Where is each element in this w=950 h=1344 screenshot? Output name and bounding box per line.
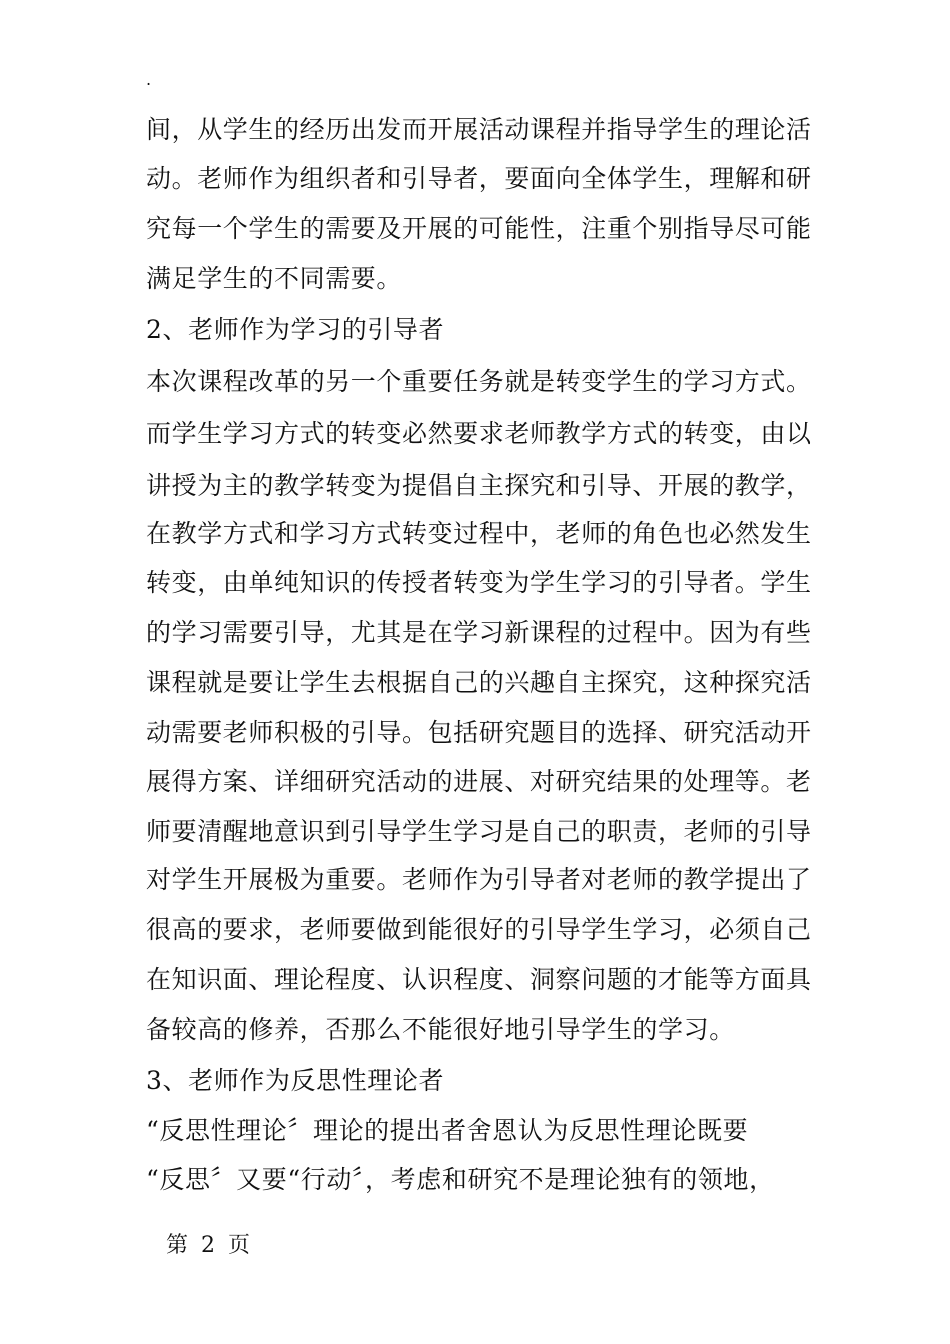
text-line: 课程就是要让学生去根据自己的兴趣自主探究，这种探究活 [146, 668, 812, 697]
text-line: 转变，由单纯知识的传授者转变为学生学习的引导者。学生 [146, 568, 812, 597]
text-line: 讲授为主的教学转变为提倡自主探究和引导、开展的教学， [146, 471, 812, 500]
text-line: 师要清醒地意识到引导学生学习是自己的职责，老师的引导 [146, 817, 812, 846]
text-line: 满足学生的不同需要。 [146, 264, 403, 293]
section-heading: 3、老师作为反思性理论者 [146, 1066, 445, 1095]
text-line: 的学习需要引导，尤其是在学习新课程的过程中。因为有些 [146, 618, 812, 647]
header-mark: . [146, 70, 152, 89]
text-line: 在知识面、理论程度、认识程度、洞察问题的才能等方面具 [146, 965, 812, 994]
text-line: 而学生学习方式的转变必然要求老师教学方式的转变，由以 [146, 419, 812, 448]
text-line: 展得方案、详细研究活动的进展、对研究结果的处理等。老 [146, 767, 812, 796]
text-line: 究每一个学生的需要及开展的可能性，注重个别指导尽可能 [146, 214, 812, 243]
text-line: 动。老师作为组织者和引导者，要面向全体学生，理解和研 [146, 164, 812, 193]
text-line: 间，从学生的经历出发而开展活动课程并指导学生的理论活 [146, 115, 812, 144]
text-line: 很高的要求，老师要做到能很好的引导学生学习，必须自己 [146, 915, 812, 944]
page-number: 第 2 页 [166, 1233, 253, 1258]
text-line: “反思〞又要“行动〞，考虑和研究不是理论独有的领地， [146, 1165, 775, 1194]
text-line: 动需要老师积极的引导。包括研究题目的选择、研究活动开 [146, 718, 812, 747]
text-line: “反思性理论〞理论的提出者舍恩认为反思性理论既要 [146, 1116, 749, 1145]
text-line: 对学生开展极为重要。老师作为引导者对老师的教学提出了 [146, 865, 812, 894]
section-heading: 2、老师作为学习的引导者 [146, 315, 445, 344]
text-line: 本次课程改革的另一个重要任务就是转变学生的学习方式。 [146, 367, 812, 396]
text-line: 备较高的修养，否那么不能很好地引导学生的学习。 [146, 1015, 735, 1044]
text-line: 在教学方式和学习方式转变过程中，老师的角色也必然发生 [146, 519, 812, 548]
